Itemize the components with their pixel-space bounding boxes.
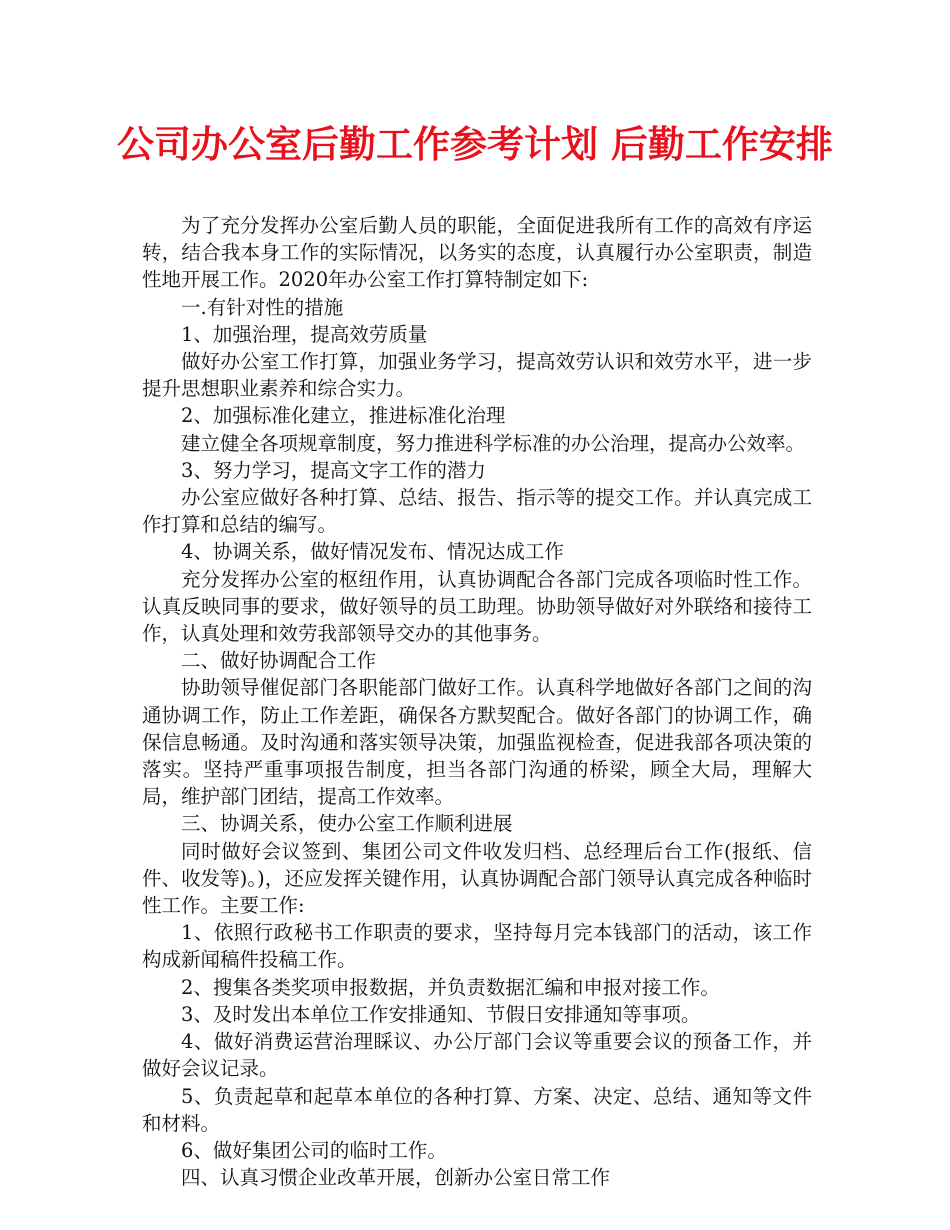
list-item: 6、做好集团公司的临时工作。 [181,1138,447,1162]
section-heading-2: 二、做好协调配合工作 [181,649,377,673]
subheading-1-1: 1、加强治理，提高效劳质量 [181,322,428,346]
paragraph: 协助领导催促部门各职能部门做好工作。认真科学地做好各部门之间的沟通协调工作，防止工作差距，确保各方默契配合。做好各部门的协调工作，确保信息畅通。及时沟通和落实领导决策，加强监视检查，促进我部各项决策的落实。坚持严重事项报告制度，担当各部门沟通的桥梁，顾全大局，理解大局，维护部门团结，提高工作效率。 [142,676,812,809]
paragraph: 充分发挥办公室的枢纽作用，认真协调配合各部门完成各项临时性工作。认真反映同事的要求，做好领导的员工助理。协助领导做好对外联络和接待工作，认真处理和效劳我部领导交办的其他事务。 [142,567,812,646]
paragraph: 办公室应做好各种打算、总结、报告、指示等的提交工作。并认真完成工作打算和总结的编写。 [142,486,812,537]
list-item: 5、负责起草和起草本单位的各种打算、方案、决定、总结、通知等文件和材料。 [142,1084,812,1135]
subheading-1-3: 3、努力学习，提高文字工作的潜力 [181,458,486,482]
list-item: 3、及时发出本单位工作安排通知、节假日安排通知等事项。 [181,1002,701,1026]
document-body [142,212,812,1191]
document-title: 公司办公室后勤工作参考计划 后勤工作安排 [117,123,833,166]
list-item: 4、做好消费运营治理睬议、办公厅部门会议等重要会议的预备工作，并做好会议记录。 [142,1030,812,1081]
paragraph-intro: 为了充分发挥办公室后勤人员的职能，全面促进我所有工作的高效有序运转，结合我本身工作的实际情况，以务实的态度，认真履行办公室职责，制造性地开展工作。2020年办公室工作打算特制定如下: [142,214,812,292]
section-heading-3: 三、协调关系，使办公室工作顺利进展 [181,812,513,836]
paragraph: 建立健全各项规章制度，努力推进科学标准的办公治理，提高办公效率。 [181,431,806,455]
list-item: 2、搜集各类奖项申报数据，并负责数据汇编和申报对接工作。 [181,975,720,999]
paragraph: 同时做好会议签到、集团公司文件收发归档、总经理后台工作(报纸、信件、收发等)。)，还应发挥关键作用，认真协调配合部门领导认真完成各种临时性工作。主要工作: [142,839,812,918]
section-heading-1: 一.有针对性的措施 [181,295,344,319]
section-heading-4: 四、认真习惯企业改革开展，创新办公室日常工作 [181,1166,611,1190]
list-item: 1、依照行政秘书工作职责的要求，坚持每月完本钱部门的活动，该工作构成新闻稿件投稿工作。 [142,921,812,972]
subheading-1-4: 4、协调关系，做好情况发布、情况达成工作 [181,540,564,564]
subheading-1-2: 2、加强标准化建立，推进标准化治理 [181,404,506,428]
paragraph: 做好办公室工作打算，加强业务学习，提高效劳认识和效劳水平，进一步提升思想职业素养和综合实力。 [142,350,812,401]
